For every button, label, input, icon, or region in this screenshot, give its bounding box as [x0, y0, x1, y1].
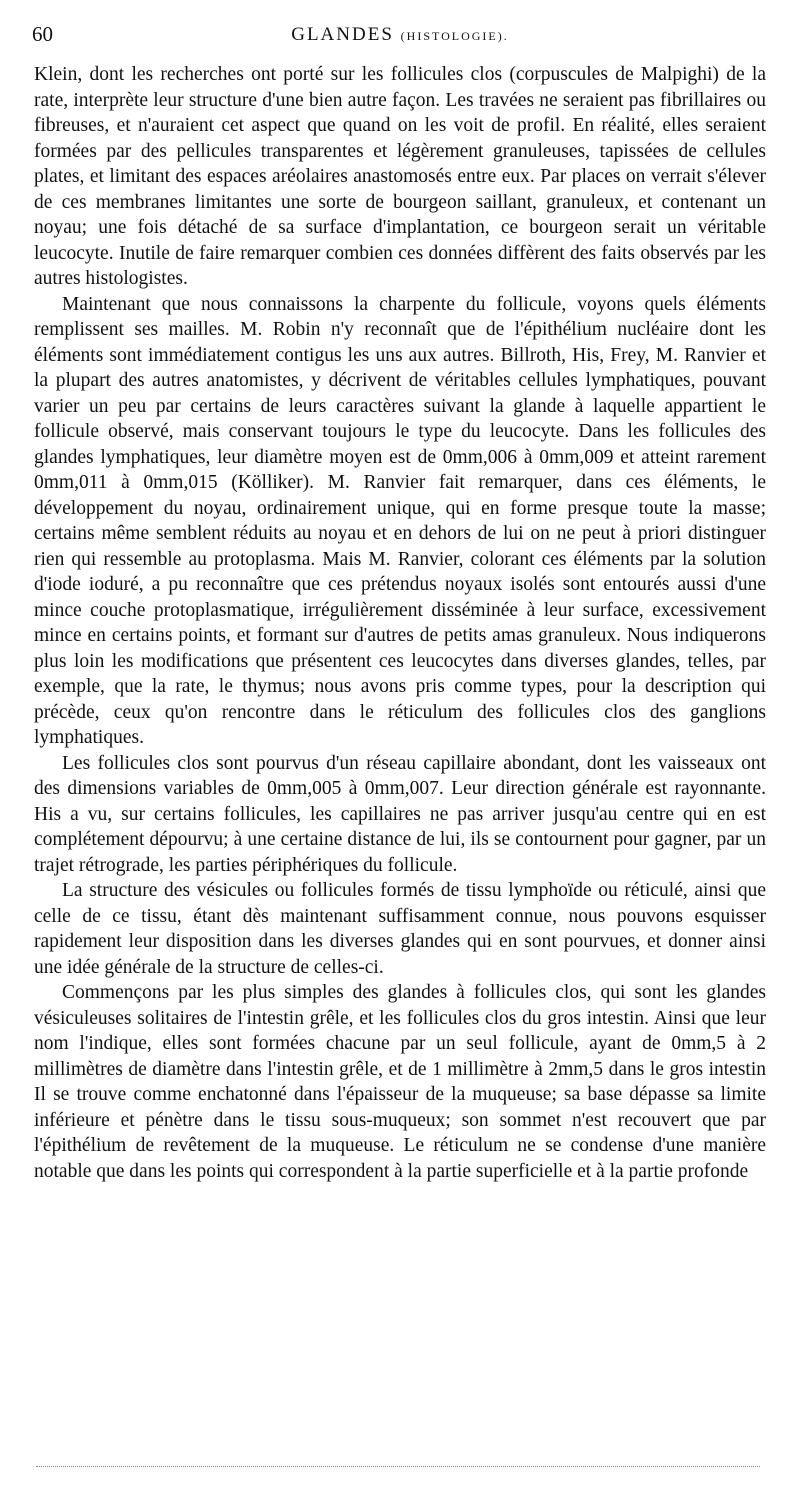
paragraph: Les follicules clos sont pourvus d'un réseau capillaire abondant, dont les vaisseaux ont des dimensions variables de 0mm,005 à 0mm,007. Leur direction générale est rayonnante. His a vu, sur certains follicules, les capillaires ne pas arriver jusqu'au centre qui en est complétement dépourvu; à une certaine distance de lui, ils se contournent pour gagner, par un trajet rétrograde, les parties périphériques du follicule.: [34, 752, 766, 876]
paragraph: Maintenant que nous connaissons la charpente du follicule, voyons quels éléments remplissent ses mailles. M. Robin n'y reconnaît que de l'épithélium nucléaire dont les éléments sont immédiatement contigus les uns aux autres. Billroth, His, Frey, M. Ranvier et la plupart des autres anatomistes, y décrivent de véritables cellules lymphatiques, pouvant varier un peu par certains de leurs caractères suivant la glande à laquelle appartient le follicule observé, mais conservant toujours le type du leucocyte. Dans les follicules des glandes lymphatiques, leur diamètre moyen est de 0mm,006 à 0mm,009 et atteint rarement 0mm,011 à 0mm,015 (Kölliker). M. Ranvier fait remarquer, dans ces éléments, le développement du noyau, ordinairement unique, qui en forme presque toute la masse; certains même semblent réduits au noyau et en dehors de lui on ne peut à priori distinguer rien qui ressemble au protoplasma. Mais M. Ranvier, colorant ces éléments par la solution d'iode ioduré, a pu reconnaître que ces prétendus noyaux isolés sont entourés aussi d'une mince couche protoplasmatique, irrégulièrement disséminée à leur surface, excessivement mince en certains points, et formant sur d'autres de petits amas granuleux. Nous indiquerons plus loin les modifications que présentent ces leucocytes dans diverses glandes, telles, par exemple, que la rate, le thymus; nous avons pris comme types, pour la description qui précède, ceux qu'on rencontre dans le réticulum des follicules clos des ganglions lymphatiques.: [34, 293, 766, 748]
running-header: [32, 22, 768, 52]
running-title-main: GLANDES: [291, 24, 394, 45]
running-title-sub: (HISTOLOGIE).: [400, 29, 509, 43]
running-title: [32, 24, 768, 46]
page-number: 60: [32, 22, 53, 46]
body-text: [34, 62, 766, 1184]
paragraph: Commençons par les plus simples des glandes à follicules clos, qui sont les glandes vésiculeuses solitaires de l'intestin grêle, et les follicules clos du gros intestin. Ainsi que leur nom l'indique, elles sont formées chacune par un seul follicule, ayant de 0mm,5 à 2 millimètres de diamètre dans l'intestin grêle, et de 1 millimètre à 2mm,5 dans le gros intestin Il se trouve comme enchatonné dans l'épaisseur de la muqueuse; sa base dépasse sa limite inférieure et pénètre dans le tissu sous-muqueux; son sommet n'est recouvert que par l'épithélium de revêtement de la muqueuse. Le réticulum ne se condense d'une manière notable que dans les points qui correspondent à la partie superficielle et à la partie profonde: [34, 982, 766, 1182]
paragraph: Klein, dont les recherches ont porté sur les follicules clos (corpuscules de Malpighi) de la rate, interprète leur structure d'une bien autre façon. Les travées ne seraient pas fibrillaires ou fibreuses, et n'auraient cet aspect que quand on les voit de profil. En réalité, elles seraient formées par des pellicules transparentes et légèrement granuleuses, tapissées de cellules plates, et limitant des espaces aréolaires anastomosés entre eux. Par places on verrait s'élever de ces membranes limitantes une sorte de bourgeon saillant, granuleux, et contenant un noyau; une fois détaché de sa surface d'implantation, ce bourgeon serait un véritable leucocyte. Inutile de faire remarquer combien ces données diffèrent des faits observés par les autres histologistes.: [34, 64, 766, 289]
paragraph: La structure des vésicules ou follicules formés de tissu lymphoïde ou réticulé, ainsi que celle de ce tissu, étant dès maintenant suffisamment connue, nous pouvons esquisser rapidement leur disposition dans les diverses glandes qui en sont pourvues, et donner ainsi une idée générale de la structure de celles-ci.: [34, 880, 766, 978]
footer-dotted-rule: [36, 1466, 760, 1467]
